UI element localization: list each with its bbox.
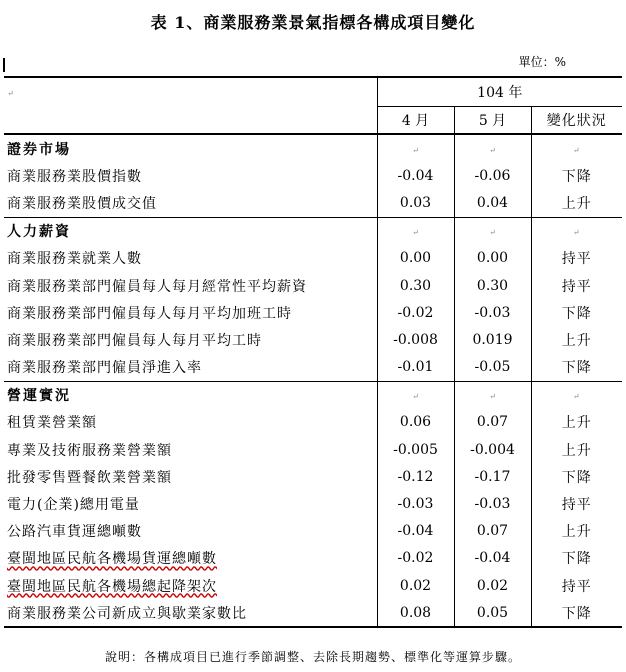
cell-may: 0.07 (454, 518, 531, 545)
cell-may: -0.06 (454, 162, 531, 189)
table-row (4, 354, 622, 382)
cell-change: 上升 (531, 189, 622, 217)
cell-change: 上升 (531, 326, 622, 353)
cell-apr: 0.03 (377, 189, 454, 217)
cell-may: 0.019 (454, 326, 531, 353)
row-label: 商業服務業部門僱員每人每月經常性平均薪資 (7, 278, 307, 295)
col-header-may: 5 月 (454, 107, 531, 135)
table-row (4, 409, 622, 436)
cell-apr: -0.04 (377, 162, 454, 189)
cell-may: -0.04 (454, 545, 531, 572)
table-row (4, 245, 622, 272)
section-row: 證券市場 ↵ ↵ ↵ (4, 134, 622, 162)
cell-may: 0.02 (454, 572, 531, 599)
table-row (4, 326, 622, 353)
cell-change: 下降 (531, 162, 622, 189)
cell-apr: -0.02 (377, 545, 454, 572)
header-row-months (4, 107, 622, 135)
row-label: 公路汽車貨運總噸數 (7, 524, 142, 541)
cell-may: 0.07 (454, 409, 531, 436)
row-label: 商業服務業股價指數 (7, 168, 142, 185)
col-header-apr: 4 月 (377, 107, 454, 135)
table-row (4, 599, 622, 627)
header-row-year: ↵ 104 年 (4, 77, 622, 107)
cell-apr: -0.008 (377, 326, 454, 353)
cell-apr: 0.06 (377, 409, 454, 436)
table-row (4, 162, 622, 189)
cell-change: 上升 (531, 436, 622, 463)
row-label: 商業服務業公司新成立與歇業家數比 (4, 599, 377, 627)
cell-apr: -0.005 (377, 436, 454, 463)
cell-may: -0.05 (454, 354, 531, 382)
row-label: 商業服務業部門僱員每人每月平均工時 (7, 332, 262, 349)
cell-apr: -0.02 (377, 299, 454, 326)
row-label: 租賃業營業額 (7, 415, 97, 432)
table-row (4, 272, 622, 299)
cell-apr: -0.01 (377, 354, 454, 382)
cell-change: 下降 (531, 463, 622, 490)
section-row: 人力薪資 ↵ ↵ ↵ (4, 217, 622, 245)
row-label: 商業服務業部門僱員淨進入率 (7, 360, 202, 377)
table-row (4, 490, 622, 517)
cell-change: 下降 (531, 545, 622, 572)
cell-change: 持平 (531, 490, 622, 517)
cell-may: -0.03 (454, 490, 531, 517)
cell-change: 下降 (531, 599, 622, 627)
row-label: 臺閩地區民航各機場總起降架次 (7, 578, 217, 595)
row-label: 商業服務業部門僱員每人每月平均加班工時 (7, 305, 292, 322)
cell-apr: -0.04 (377, 518, 454, 545)
col-header-change: 變化狀況 (531, 107, 622, 135)
cell-may: 0.05 (454, 599, 531, 627)
cell-change: 持平 (531, 572, 622, 599)
cell-change: 下降 (531, 354, 622, 382)
cell-apr: 0.30 (377, 272, 454, 299)
cell-may: -0.17 (454, 463, 531, 490)
cell-apr: 0.00 (377, 245, 454, 272)
footnote: 說明：各構成項目已進行季節調整、去除長期趨勢、標準化等運算步驟。 (104, 650, 521, 664)
cell-change: 上升 (531, 518, 622, 545)
cell-may: -0.03 (454, 299, 531, 326)
section-title: 營運實況 (4, 381, 377, 409)
year-header: 104 年 (377, 77, 622, 107)
table-title: 表 1、商業服務業景氣指標各構成項目變化 (150, 13, 476, 32)
cell-change: 持平 (531, 245, 622, 272)
section-row: 營運實況 ↵ ↵ ↵ (4, 381, 622, 409)
unit-label: 單位：% (518, 55, 566, 69)
section-title: 證券市場 (4, 134, 377, 162)
row-label: 專業及技術服務業營業額 (7, 442, 172, 459)
cell-apr: 0.08 (377, 599, 454, 627)
cell-may: 0.30 (454, 272, 531, 299)
cell-may: 0.04 (454, 189, 531, 217)
table-row (4, 463, 622, 490)
row-label: 商業服務業就業人數 (7, 251, 142, 268)
cell-change: 持平 (531, 272, 622, 299)
indicator-table (4, 76, 622, 628)
cell-apr: -0.12 (377, 463, 454, 490)
cell-change: 下降 (531, 299, 622, 326)
table-row (4, 545, 622, 572)
margin-marker (3, 58, 5, 72)
row-label: 電力(企業)總用電量 (7, 497, 140, 514)
cell-apr: 0.02 (377, 572, 454, 599)
cell-may: -0.004 (454, 436, 531, 463)
table-row (4, 572, 622, 599)
cell-may: 0.00 (454, 245, 531, 272)
table-row (4, 518, 622, 545)
table-row (4, 189, 622, 217)
cell-change: 上升 (531, 409, 622, 436)
row-label: 商業服務業股價成交值 (7, 195, 157, 212)
row-label: 批發零售暨餐飲業營業額 (7, 469, 172, 486)
section-title: 人力薪資 (4, 217, 377, 245)
row-label: 臺閩地區民航各機場貨運總噸數 (7, 551, 217, 568)
cell-apr: -0.03 (377, 490, 454, 517)
table-row (4, 436, 622, 463)
table-row (4, 299, 622, 326)
